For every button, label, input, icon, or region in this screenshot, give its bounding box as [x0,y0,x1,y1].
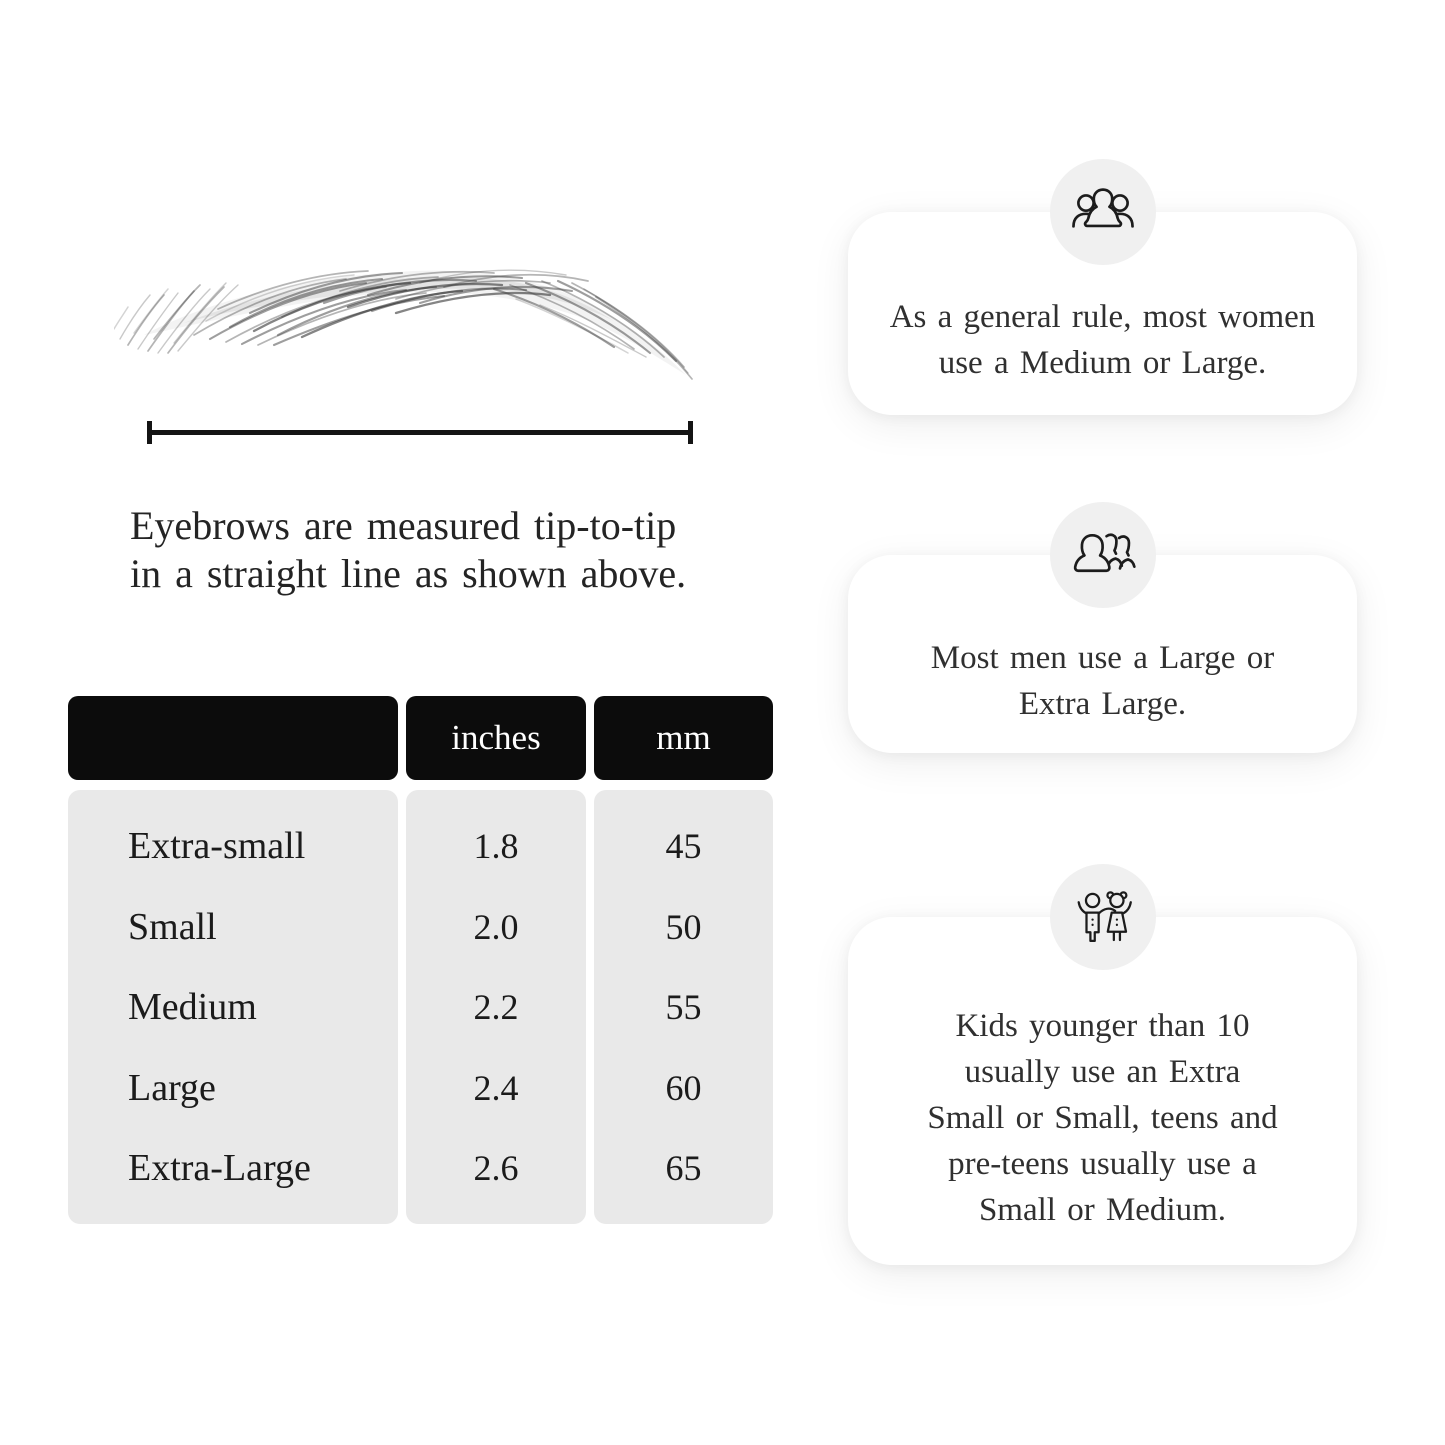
measurement-caption [130,502,770,598]
card-text-line: Kids younger than 10 [955,1007,1250,1044]
table-cell-size: Extra-Large [128,1147,311,1189]
eyebrow-illustration [114,243,700,393]
info-card-men [848,555,1357,753]
card-text-line: pre-teens usually use a [948,1145,1257,1182]
table-cell-inches: 2.2 [473,987,519,1027]
table-column-sizes [68,790,398,1224]
table-cell-inches: 2.0 [473,906,519,947]
table-header-inches: inches [406,696,586,780]
card-text-line: Small or Small, teens and [927,1099,1278,1136]
table-cell-mm: 45 [665,826,702,866]
kids-icon [1070,886,1136,948]
men-icon-circle [1050,502,1156,608]
table-cell-size: Extra-small [128,825,306,867]
card-text-line: usually use an Extra [964,1053,1241,1090]
kids-card-text [868,970,1337,1265]
table-cell-size: Medium [128,986,257,1028]
table-cell-mm: 50 [665,906,702,947]
table-cell-inches: 2.6 [473,1148,519,1188]
card-text-line: Extra Large. [1018,685,1187,722]
info-card-kids [848,917,1357,1265]
women-group-icon [1069,182,1137,242]
info-card-women [848,212,1357,415]
men-group-icon [1069,525,1137,585]
caption-line-1: Eyebrows are measured tip-to-tip [130,503,677,548]
table-cell-inches: 1.8 [473,826,519,866]
table-cell-inches: 2.4 [473,1067,519,1108]
table-cell-mm: 65 [665,1148,702,1188]
table-column-inches [406,790,586,1224]
table-cell-mm: 55 [665,987,702,1027]
table-header-label [68,696,398,780]
measurement-line-right-tick [688,421,693,444]
table-cell-size: Small [128,905,217,948]
men-card-text [868,608,1337,753]
measurement-line-bar [147,430,693,435]
table-cell-mm: 60 [665,1067,702,1108]
card-text-line: Small or Medium. [978,1191,1227,1228]
table-column-mm [594,790,773,1224]
table-header-mm: mm [594,696,773,780]
card-text-line: Most men use a Large or [930,639,1275,676]
measurement-line [147,421,693,444]
table-cell-size: Large [128,1066,216,1109]
caption-line-2: in a straight line as shown above. [130,551,687,596]
card-text-line: use a Medium or Large. [938,345,1267,381]
women-icon-circle [1050,159,1156,265]
card-text-line: As a general rule, most women [889,299,1316,335]
women-card-text [868,265,1337,415]
kids-icon-circle [1050,864,1156,970]
